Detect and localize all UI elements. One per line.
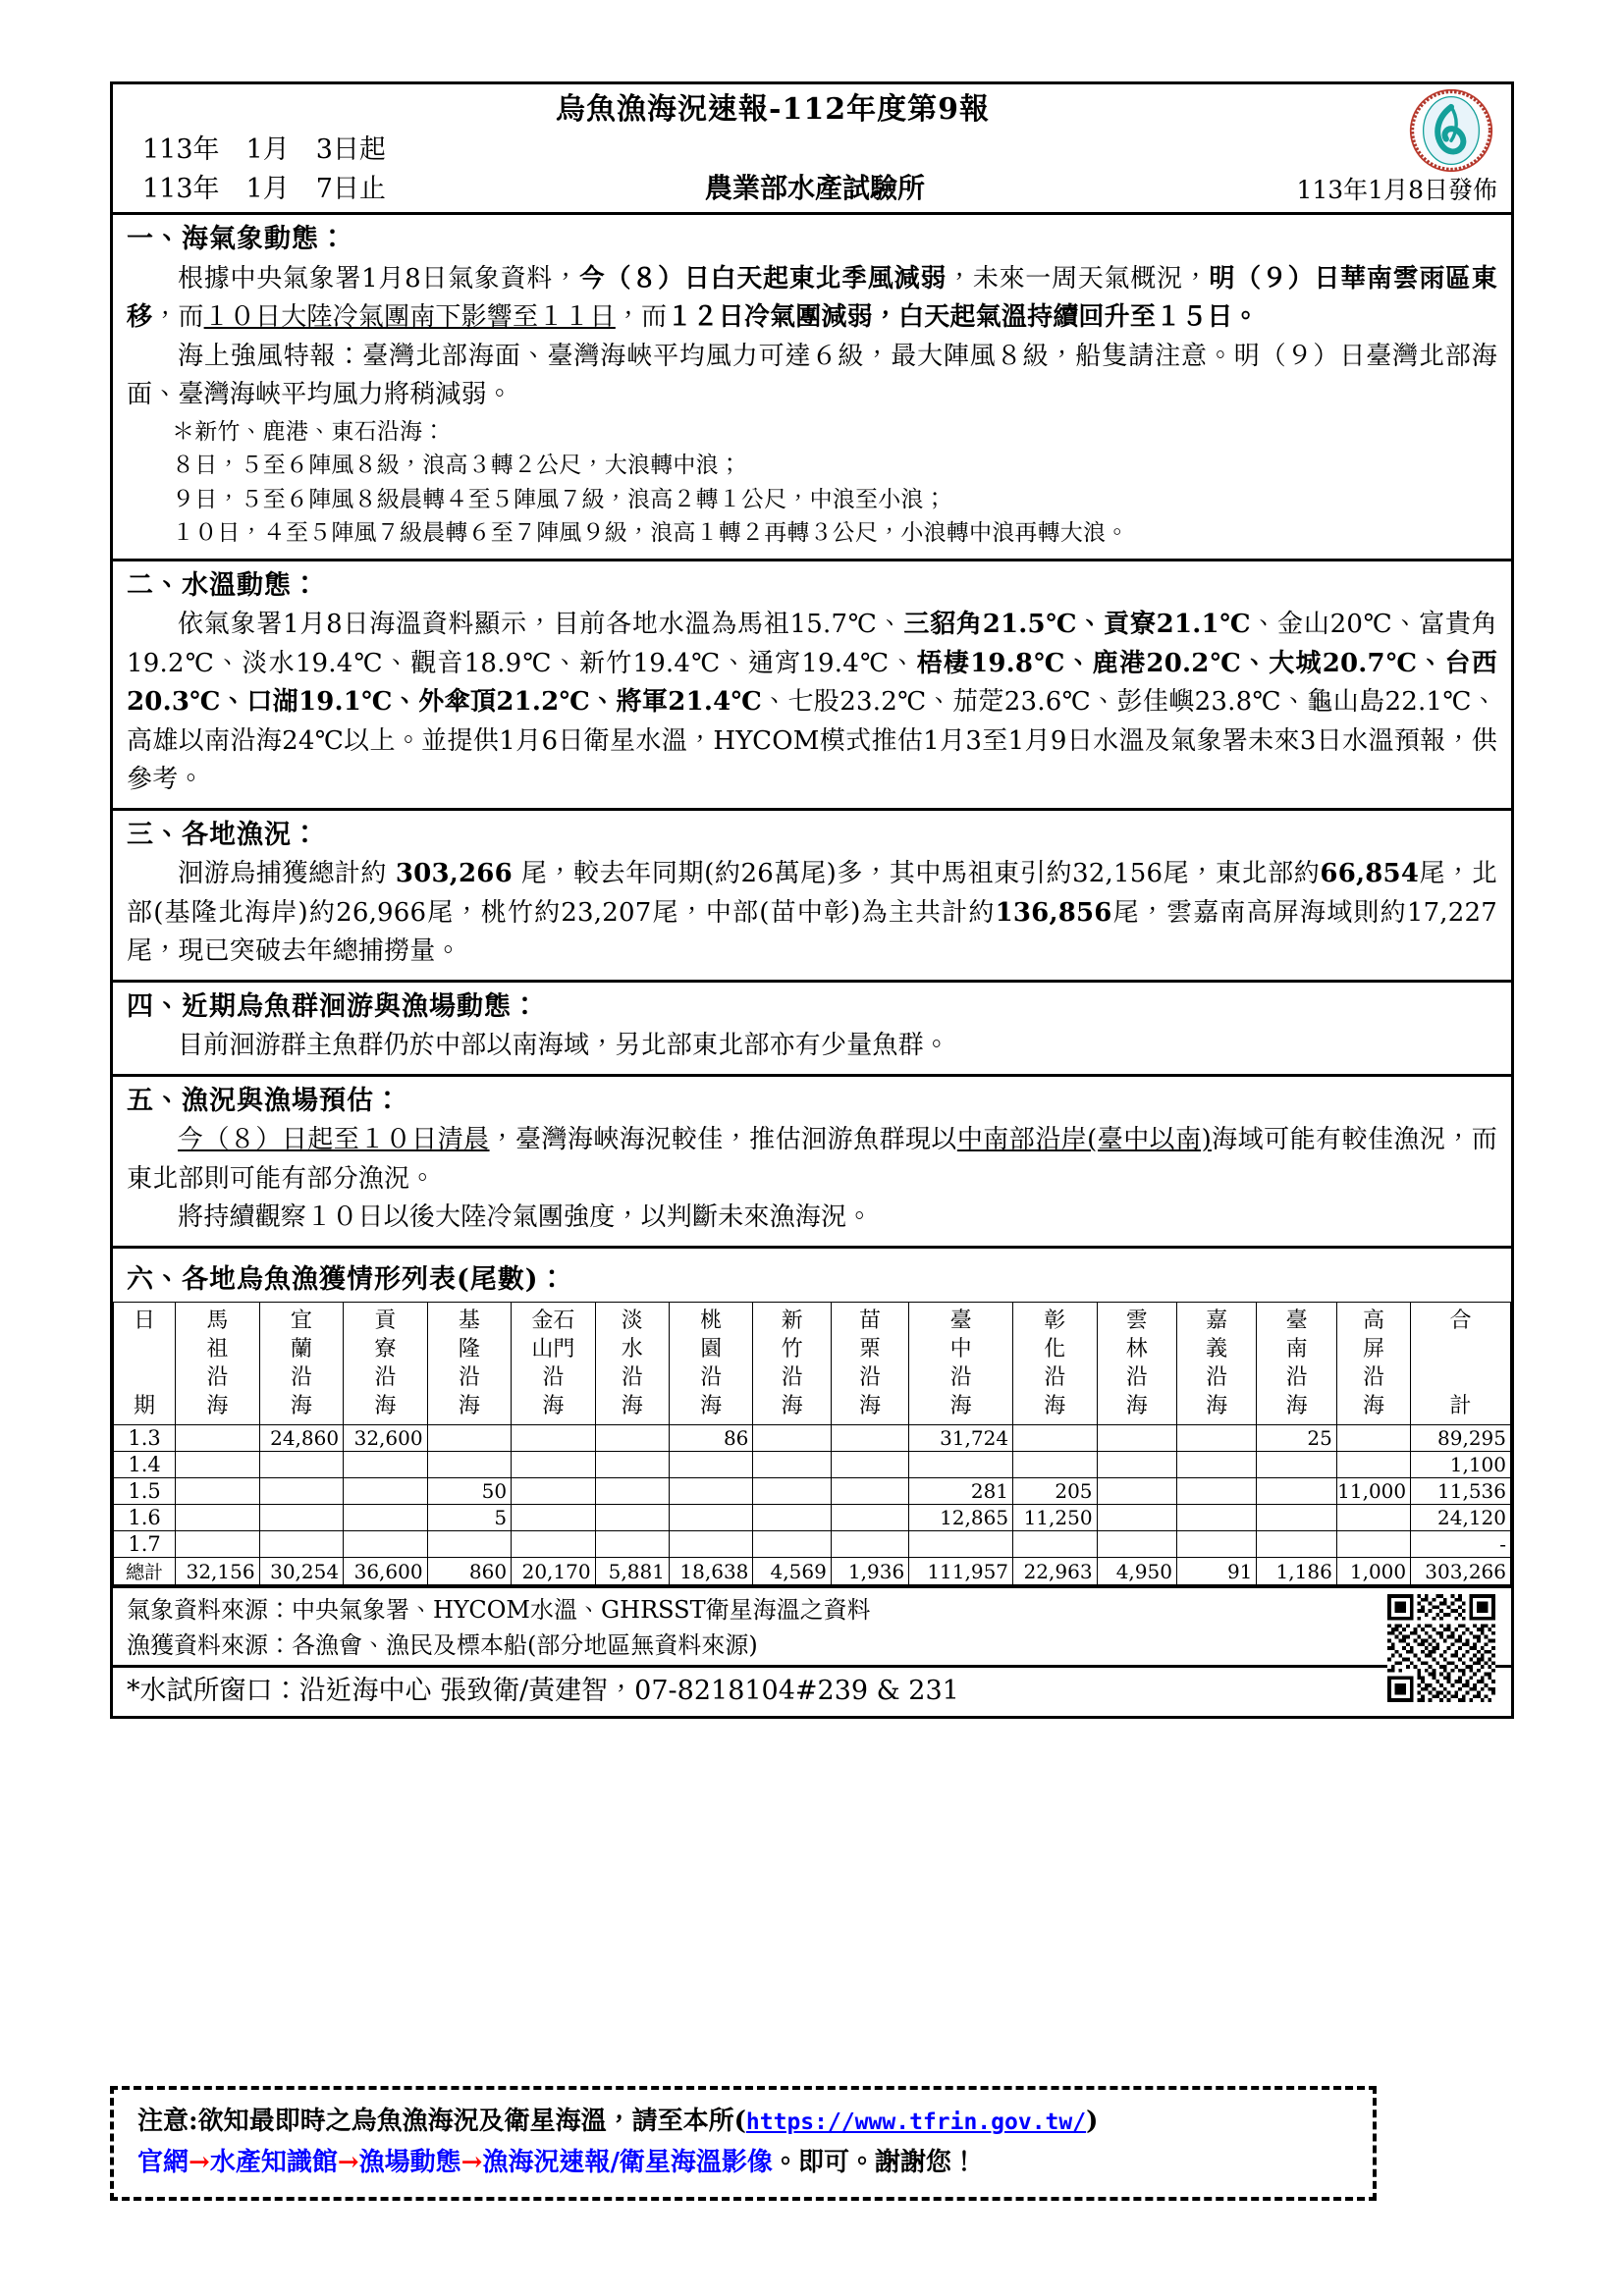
table-row [114,1531,1511,1558]
notice-prefix: 注意:欲知最即時之烏魚漁海況及衛星海溫，請至本所( [137,2107,746,2136]
notice-tail: 。即可。謝謝您！ [772,2147,977,2177]
official-site-link[interactable]: https://www.tfrin.gov.tw/ [745,2109,1087,2135]
page-title: 烏魚漁海況速報-112年度第9報 [556,92,990,127]
cell-changhua [1013,1531,1098,1558]
cell-gongliao: 32,600 [344,1425,428,1452]
col-header-miaoli: 苗 栗 沿 海 [831,1302,908,1424]
s1-p1-d: 明（９）日華南雲雨區東移 [127,263,1497,333]
col-header-jinshan-shimen: 金石 山門 沿 海 [512,1302,596,1424]
section-weather-day10: １０日，４至５陣風７級晨轉６至７陣風９級，浪高１轉２再轉３公尺，小浪轉中浪再轉大浪。 [172,520,1129,547]
cell-yilan [259,1505,344,1531]
col-header-changhua: 彰 化 沿 海 [1013,1302,1098,1424]
cell-changhua: 205 [1013,1478,1098,1505]
cell-total: 1,100 [1411,1452,1511,1478]
notice-suffix: ) [1086,2107,1099,2136]
s3-d: 66,854 [1320,859,1420,889]
totals-matsu: 32,156 [176,1558,260,1585]
s3-f: 136,856 [995,897,1112,928]
notice-path-2: 水產知識館 [209,2147,338,2177]
cell-yilan [259,1452,344,1478]
catch-table [113,1302,1511,1585]
col-header-yilan: 宜 蘭 沿 海 [259,1302,344,1424]
section-catch-table [113,1246,1511,1585]
cell-tamsui [595,1531,669,1558]
table-totals-row [114,1558,1511,1585]
s3-g: 尾，雲嘉南高屏海域則約17,227尾，現已突破去年總捕撈量。 [127,897,1497,967]
arrow-right-icon-3: → [460,2147,483,2177]
cell-tainan [1257,1505,1336,1531]
cell-gongliao [344,1505,428,1531]
cell-taoyuan [669,1452,753,1478]
cell-taoyuan [669,1505,753,1531]
s1-p1-a: 根據中央氣象署1月8日氣象資料， [178,263,579,294]
catch-table-head [114,1302,1511,1424]
totals-label: 總計 [114,1558,176,1585]
cell-taichung [909,1452,1013,1478]
s2-d: 梧棲19.8℃、鹿港20.2℃、大城20.7℃、台西20.3℃、口湖19.1℃、外傘頂21.2℃、將軍21.4℃ [127,648,1497,718]
cell-miaoli [831,1505,908,1531]
cell-tainan: 25 [1257,1425,1336,1452]
totals-changhua: 22,963 [1013,1558,1098,1585]
cell-date: 1.3 [114,1425,176,1452]
cell-miaoli [831,1425,908,1452]
s2-c: 、金山20℃、富貴角19.2℃、淡水19.4℃、觀音18.9℃、新竹19.4℃、通宵19.4℃、 [127,610,1498,678]
section-forecast-paragraph-2: 將持續觀察１０日以後大陸冷氣團強度，以判斷未來漁海況。 [178,1202,873,1233]
cell-keelung: 50 [427,1478,512,1505]
cell-tainan [1257,1531,1336,1558]
cell-hsinchu [753,1452,831,1478]
cell-total: 11,536 [1411,1478,1511,1505]
cell-keelung: 5 [427,1505,512,1531]
totals-miaoli: 1,936 [831,1558,908,1585]
cell-miaoli [831,1478,908,1505]
cell-chiayi [1176,1452,1256,1478]
s2-b: 三貂角21.5℃、貢寮21.1℃ [903,610,1252,640]
notice-path-1: 官網 [137,2147,189,2177]
section-forecast-title: 五、漁況與漁場預估： [127,1085,402,1116]
report-header [113,84,1511,212]
header-row-start [127,131,1497,169]
section-forecast-paragraph-1 [127,1121,1497,1199]
publish-date: 113年1月8日發佈 [1296,175,1497,204]
contact-box: *水試所窗口：沿近海中心 張致衛/黃建智，07-8218104#239 & 231 [113,1665,1511,1716]
cell-miaoli [831,1531,908,1558]
col-header-yunlin: 雲 林 沿 海 [1097,1302,1176,1424]
s3-c: 尾，較去年同期(約26萬尾)多，其中馬祖東引約32,156尾，東北部約 [512,859,1321,889]
cell-hsinchu [753,1425,831,1452]
cell-hsinchu [753,1478,831,1505]
col-header-tamsui: 淡 水 沿 海 [595,1302,669,1424]
cell-tamsui [595,1505,669,1531]
cell-tamsui [595,1478,669,1505]
cell-keelung [427,1452,512,1478]
period-end-date: 113年 1月 7日止 [142,174,386,205]
s1-p1-e: ，而 [152,302,204,333]
cell-yunlin [1097,1505,1176,1531]
section-catch-table-title: 六、各地烏魚漁獲情形列表(尾數)： [127,1263,567,1295]
cell-hsinchu [753,1505,831,1531]
totals-yilan: 30,254 [259,1558,344,1585]
cell-yunlin [1097,1452,1176,1478]
cell-total: 24,120 [1411,1505,1511,1531]
catch-table-body [114,1425,1511,1585]
section-migration [113,980,1511,1074]
section-water-temp-paragraph [127,606,1497,800]
weather-data-source: 氣象資料來源：中央氣象署、HYCOM水溫、GHRSST衛星海溫之資料 [127,1596,871,1625]
period-start-date: 113年 1月 3日起 [142,133,386,165]
cell-chiayi [1176,1531,1256,1558]
s2-e: 、七股23.2℃、茄萣23.6℃、彭佳嶼23.8℃、龜山島22.1℃、高雄以南沿海24℃以上。並提供1月6日衛星水溫，HYCOM模式推估1月3至1月9日水溫及氣象署未來3日水溫預報，供參考。 [127,687,1498,795]
cell-taoyuan [669,1531,753,1558]
col-header-total: 合 計 [1411,1302,1511,1424]
report-frame [110,81,1514,1719]
cell-matsu [176,1505,260,1531]
totals-chiayi: 91 [1176,1558,1256,1585]
notice-path-3: 漁場動態 [358,2147,461,2177]
cell-kaoping [1336,1452,1410,1478]
col-header-chiayi: 嘉 義 沿 海 [1176,1302,1256,1424]
section-weather-title: 一、海氣象動態： [127,224,347,255]
cell-yilan [259,1531,344,1558]
cell-gongliao [344,1452,428,1478]
notice-path-4: 漁海況速報/衛星海溫影像 [482,2147,773,2177]
col-header-matsu: 馬 祖 沿 海 [176,1302,260,1424]
cell-yunlin [1097,1531,1176,1558]
cell-chiayi [1176,1478,1256,1505]
notice-box [110,2086,1377,2201]
cell-changhua: 11,250 [1013,1505,1098,1531]
cell-keelung [427,1531,512,1558]
section-forecast [113,1074,1511,1246]
s1-p1-f: １０日大陸冷氣團南下影響至１１日 [203,302,616,333]
col-header-hsinchu: 新 竹 沿 海 [753,1302,831,1424]
cell-matsu [176,1531,260,1558]
table-row [114,1505,1511,1531]
notice-line-2 [137,2143,1355,2184]
qr-code-icon[interactable] [1387,1594,1495,1702]
cell-taichung [909,1531,1013,1558]
agency-name: 農業部水產試驗所 [704,171,925,204]
notice-line-1 [137,2102,1355,2143]
cell-taichung: 12,865 [909,1505,1013,1531]
cell-kaoping [1336,1505,1410,1531]
totals-tamsui: 5,881 [595,1558,669,1585]
col-header-date: 日 期 [114,1302,176,1424]
s5-a: 今（８）日起至１０日清晨 [178,1125,490,1155]
col-header-gongliao: 貢 寮 沿 海 [344,1302,428,1424]
section-weather-paragraph-2: 海上強風特報：臺灣北部海面、臺灣海峽平均風力可達６級，最大陣風８級，船隻請注意。明（９）日臺灣北部海面、臺灣海峽平均風力將稍減弱。 [127,341,1497,410]
cell-jinshan-shimen [512,1505,596,1531]
cell-yunlin [1097,1425,1176,1452]
agency-seal-icon [1409,88,1493,173]
totals-tainan: 1,186 [1257,1558,1336,1585]
totals-taichung: 111,957 [909,1558,1013,1585]
cell-tamsui [595,1425,669,1452]
cell-hsinchu [753,1531,831,1558]
s3-a: 洄游烏捕獲總計約 [178,859,396,889]
cell-tainan [1257,1478,1336,1505]
section-weather-coastline-label: ＊新竹、鹿港、東石沿海： [172,418,446,445]
s5-d: 海域可能有較佳漁況，而東北部則可能有部分漁況。 [127,1125,1497,1194]
s3-e: 尾，北部(基隆北海岸)約26,966尾，桃竹約23,207尾，中部(苗中彰)為主共計約 [127,859,1497,928]
cell-jinshan-shimen [512,1452,596,1478]
cell-date: 1.6 [114,1505,176,1531]
cell-changhua [1013,1452,1098,1478]
arrow-right-icon-1: → [189,2147,210,2177]
s1-p1-c: ，未來一周天氣概況， [947,263,1210,294]
totals-gongliao: 36,600 [344,1558,428,1585]
s5-b: ，臺灣海峽海況較佳，推估洄游魚群現以 [489,1125,957,1155]
data-sources-box [113,1585,1511,1665]
s2-a: 依氣象署1月8日海溫資料顯示，目前各地水溫為馬祖15.7℃、 [178,610,904,640]
cell-changhua [1013,1425,1098,1452]
totals-hsinchu: 4,569 [753,1558,831,1585]
cell-matsu [176,1478,260,1505]
table-row [114,1452,1511,1478]
cell-tamsui [595,1452,669,1478]
cell-total: - [1411,1531,1511,1558]
section-migration-paragraph: 目前洄游群主魚群仍於中部以南海域，另北部東北部亦有少量魚群。 [178,1031,950,1061]
s5-c: 中南部沿岸(臺中以南) [956,1125,1212,1155]
cell-kaoping: 11,000 [1336,1478,1410,1505]
cell-keelung [427,1425,512,1452]
col-header-tainan: 臺 南 沿 海 [1257,1302,1336,1424]
totals-keelung: 860 [427,1558,512,1585]
section-catch-status-title: 三、各地漁況： [127,819,319,850]
cell-jinshan-shimen [512,1478,596,1505]
totals-jinshan-shimen: 20,170 [512,1558,596,1585]
cell-yunlin [1097,1478,1176,1505]
cell-date: 1.7 [114,1531,176,1558]
section-migration-title: 四、近期烏魚群洄游與漁場動態： [127,990,539,1022]
cell-tainan [1257,1452,1336,1478]
col-header-kaoping: 高 屏 沿 海 [1336,1302,1410,1424]
section-weather [113,212,1511,559]
cell-kaoping [1336,1531,1410,1558]
header-row-end [127,169,1497,209]
section-water-temp [113,559,1511,808]
cell-date: 1.4 [114,1452,176,1478]
section-catch-status-paragraph [127,855,1497,972]
cell-taichung: 31,724 [909,1425,1013,1452]
catch-data-source: 漁獲資料來源：各漁會、漁民及標本船(部分地區無資料來源) [127,1631,758,1660]
col-header-keelung: 基 隆 沿 海 [427,1302,512,1424]
section-catch-status [113,808,1511,980]
s1-p1-g: ，而 [615,302,668,333]
section-water-temp-title: 二、水溫動態： [127,569,319,601]
cell-jinshan-shimen [512,1531,596,1558]
col-header-taoyuan: 桃 園 沿 海 [669,1302,753,1424]
s1-p1-h: １２日冷氣團減弱，白天起氣溫持續回升至１５日。 [667,302,1259,333]
cell-taoyuan: 86 [669,1425,753,1452]
s3-b: 303,266 [395,859,513,889]
cell-gongliao [344,1478,428,1505]
table-row [114,1478,1511,1505]
cell-taoyuan [669,1478,753,1505]
s1-p1-b: 今（８）日白天起東北季風減弱 [578,263,947,294]
cell-matsu [176,1452,260,1478]
arrow-right-icon-2: → [337,2147,359,2177]
cell-chiayi [1176,1505,1256,1531]
section-weather-day8: ８日，５至６陣風８級，浪高３轉２公尺，大浪轉中浪； [172,453,741,479]
cell-chiayi [1176,1425,1256,1452]
table-row [114,1425,1511,1452]
cell-miaoli [831,1452,908,1478]
cell-yilan: 24,860 [259,1425,344,1452]
totals-kaoping: 1,000 [1336,1558,1410,1585]
totals-yunlin: 4,950 [1097,1558,1176,1585]
cell-yilan [259,1478,344,1505]
cell-total: 89,295 [1411,1425,1511,1452]
catch-table-header-row [114,1302,1511,1424]
cell-jinshan-shimen [512,1425,596,1452]
cell-date: 1.5 [114,1478,176,1505]
totals-total: 303,266 [1411,1558,1511,1585]
cell-matsu [176,1425,260,1452]
section-weather-paragraph-1 [127,260,1497,338]
cell-kaoping [1336,1425,1410,1452]
cell-gongliao [344,1531,428,1558]
cell-taichung: 281 [909,1478,1013,1505]
section-weather-day9: ９日，５至６陣風８級晨轉４至５陣風７級，浪高２轉１公尺，中浪至小浪； [172,486,947,512]
totals-taoyuan: 18,638 [669,1558,753,1585]
col-header-taichung: 臺 中 沿 海 [909,1302,1013,1424]
catch-table-wrapper [113,1302,1511,1585]
